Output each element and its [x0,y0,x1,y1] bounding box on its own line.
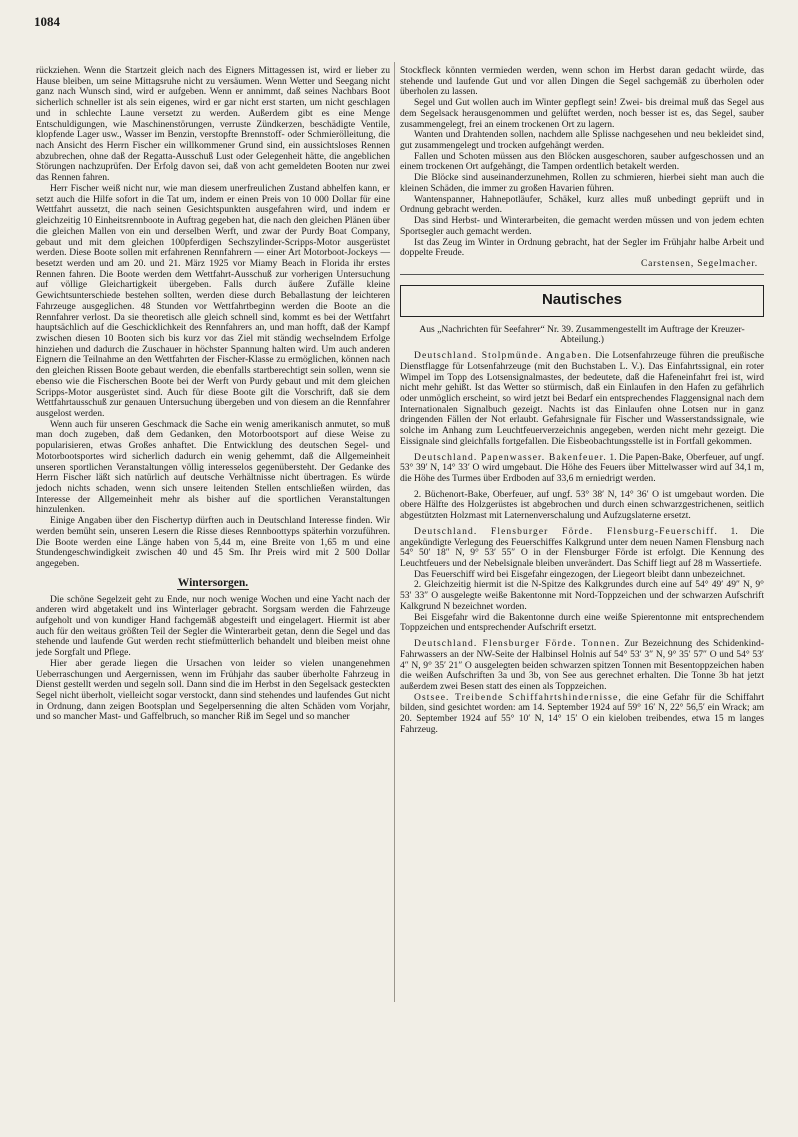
right-column [400,66,764,736]
notice-heading: Ostsee. Treibende Schiffahrtshindernisse, [414,691,622,703]
paragraph: Wantenspanner, Hahnepotläufer, Schäkel, kurz alles muß unbedingt geprüft und in Ordnung gebracht werden. [400,193,764,216]
notice-paragraph [400,453,764,485]
paragraph: Fallen und Schoten müssen aus den Blöcken ausgeschoren, sauber aufgeschossen und an einem trockenen Ort aufgehängt, die Tampen ordentlich betakelt werden. [400,150,764,173]
notice-text: 2. Gleichzeitig hiermit ist die N-Spitze des Kalkgrundes durch eine auf 54° 49′ 49″ N, 9° 53′ 33″ O ausgelegte weiße Bakentonne mit Nord-Toppzeichen und der schwarzen Aufschrift Kalkgrund N bezeichnet worden. [400,579,764,612]
section-title: Nautisches [541,291,623,309]
column-divider [394,62,395,1002]
notice-text: Bei Eisgefahr wird die Bakentonne durch eine weiße Spierentonne mit entsprechendem Toppzeichen und entsprechender Aufschrift ersetzt. [400,611,764,634]
notice-paragraph [400,580,764,612]
notice-paragraph [400,351,764,447]
notice-text: 1. Die Papen-Bake, Oberfeuer, auf ungf. 53° 39′ N, 14° 33′ O wird umgebaut. Die Höhe des Feuers über Mittelwasser wird auf 34,1 m, die Höhe des Turmes über Erdboden auf 33,6 m erniedrigt werden. [400,451,764,484]
notice-paragraph [400,613,764,634]
heading-text: Wintersorgen. [177,576,249,589]
notice-text: 1. Die angekündigte Verlegung des Feuerschiffes Kalkgrund unter dem neuen Namen Flensburg nach 54° 50′ 18″ N, 9° 53′ 55″ O in der Flensburger Förde ist erfolgt. Die Kennung des Leuchtfeuers und der Nebelsignale bleiben unverändert. Das Schiff liegt auf 28 m Wassertiefe. [400,525,765,570]
paragraph: Stockfleck könnten vermieden werden, wenn schon im Herbst daran gedacht würde, das stehende und laufende Gut und vor allen Dingen die Segel sachgemäß zu überholen oder überholen zu lassen. [400,65,764,98]
author-signature: Carstensen, Segelmacher. [640,257,758,269]
paragraph: Die schöne Segelzeit geht zu Ende, nur noch wenige Wochen und eine Yacht nach der anderen wird abgetakelt und ins Winterlager gebracht. Sorgsam werden die Fahrzeuge aufgeholt und von kundiger Hand fachgemäß abgesteift und eingelagert. Hiermit ist aber auch für den weitaus größten Teil der Segler die Winterarbeit getan, denn die Segel und das stehende und laufende Gut werden recht stiefmütterlich behandelt und bleiben meist ohne jede Sorgfalt und Pflege. [36,593,390,659]
paragraph: Die Blöcke sind auseinanderzunehmen, Rollen zu schmieren, hierbei sieht man auch die kleinen Schäden, die immer zu großen Havarien führen. [400,172,764,194]
notice-heading: Deutschland. Flensburger Förde. Flensburg-Feuerschiff. [414,525,719,537]
notice-text: Das Feuerschiff wird bei Eisgefahr eingezogen, der Liegeort bleibt dann unbezeichnet. [414,568,746,580]
paragraph: Ist das Zeug im Winter in Ordnung gebracht, hat der Segler im Frühjahr halbe Arbeit und doppelte Freude. [400,236,764,259]
section-title-box [400,285,764,317]
notice-paragraph [400,490,764,522]
notice-text: 2. Büchenort-Bake, Oberfeuer, auf ungf. 53° 38′ N, 14° 36′ O ist umgebaut worden. Die obere Hälfte des Holzgerüstes ist abgebrochen und durch einen schwarzgestrichenen, seitlich abgestützten Holzmast mit Laternenverschalung und Aufzugslaterne ersetzt. [400,488,764,522]
paragraph: Das sind Herbst- und Winterarbeiten, die gemacht werden müssen und von jedem echten Sportsegler auch gemacht werden. [400,215,764,237]
section-separator [400,274,764,275]
paragraph: Herr Fischer weiß nicht nur, wie man diesem unerfreulichen Zustand abhelfen kann, er setzt auch die Hilfe sofort in die Tat um, indem er einen Preis von 10 000 Dollar für eine Wettfahrt aussetzt, die nach seinen Gesichtspunkten ausgefahren wird, und indem er gleichzeitig 10 Einheitsrennboote in Auftrag gegeben hat, die nach den gleichen Plänen über die gleichen Mallen von ein und derselben Werft, und zwar der Purdy Boat Company, gebaut und mit dem gleichen 100pferdigen Sechszylinder-Scripps-Motor ausgerüstet werden. Diese Boote sollen mit erfahrenen Rennfahrern — einer Art Motorboot-Jockeys — besetzt werden und am 20. und 21. März 1925 vor Miamy Beach in Florida ihr erstes Rennen fahren. Die Boote werden dem Wettfahrt-Ausschuß zur vorherigen Untersuchung auf völlige Gleichartigkeit übergeben. Falls durch äußere Zufälle kleine Gewichtsunterschiede bestehen sollten, werden diese durch Beballastung der leichteren Fahrzeuge ausgeglichen. 48 Stunden vor Wettfahrtbeginn werden die Boote an die Rennfahrer verlost. Da sie theoretisch alle gleich schnell sind, kommt es bei der Wettfahrt hauptsächlich auf die Geschicklichkeit des Rennfahrers an, und man hofft, daß der Kampf zwischen diesen 10 Booten sich bis kurz vor das Ziel mit ständig wechselndem Erfolge hinziehen und dadurch die Zuschauer in höchster Spannung halten wird. Um auch anderen Eignern die Teilnahme an den Wettfahrten der Fischer-Klasse zu ermöglichen, können nach den gleichen Rissen Boote gebaut werden, die ebenfalls startberechtigt sein sollen, wenn sie ebenso wie die Fischerschen Boote bei der Werft von Purdy gebaut und mit dem gleichen Scripps-Motor ausgerüstet sind. Auch für diese Boote gilt die Vorschrift, daß sie dem Wettfahrtausschuß zur genauen Untersuchung übergeben und von diesem an die Rennfahrer ausgelost werden. [36,182,390,419]
source-note: Aus „Nachrichten für Seefahrer“ Nr. 39. Zusammengestellt im Auftrage der Kreuzer-Abteilung.) [419,323,745,346]
paragraph: Wanten und Drahtenden sollen, nachdem alle Splisse nachgesehen und neu bekleidet sind, gut zusammengelegt und trocken aufgehängt werden. [400,129,764,152]
paragraph: rückziehen. Wenn die Startzeit gleich nach des Eigners Mittagessen ist, wird er lieber zu Hause bleiben, um seine Mittagsruhe nicht zu versäumen. Wenn Wetter und Seegang nicht ganz nach Wunsch sind, wird er aufgeben. Wenn er annimmt, daß seines Nachbars Boot sicherlich schneller ist als sein eigenes, wird er gar nicht erst starten, um nicht geschlagen und in schlechte Laune versetzt zu werden. Außerdem gibt es eine Menge Entschuldigungen, wie Maschinenstörungen, verruste Zündkerzen, beschädigte Ventile, klopfende Lager usw., Wasser im Benzin, verstopfte Brennstoff- oder Schmierölleitung, die nach Ansicht des Herrn Fischer ein willkommener Grund sind, ein aussichtsloses Rennen abzubrechen, ohne daß der Regatta-Ausschuß Lust oder Gelegenheit hätte, die angeblichen Störungen nachzuprüfen. Der Erfolg davon sei, daß von acht gemeldeten Booten nur zwei das Rennen fahren. [36,65,390,184]
notice-heading: Deutschland. Papenwasser. Bakenfeuer. [414,451,607,463]
paragraph: Hier aber gerade liegen die Ursachen von leider so vielen unangenehmen Ueberraschungen und Aergernissen, wenn im Frühjahr das sauber überholte Fahrzeug in Dienst gestellt werden und segeln soll. Dann sind die im Herbst in den Segelsack gesteckten Segel nicht überholt, vielleicht sogar verstockt, dann sind stehendes und laufendes Gut nicht in Ordnung, dann zeigen Bootsplan und Segelpersenning die alten Schäden vom Vorjahr, und so mancher Mast- und Gaffelbruch, so mancher Riß im Segel und so mancher [36,657,390,723]
notice-paragraph [400,693,764,736]
paragraph: Segel und Gut wollen auch im Winter gepflegt sein! Zwei- bis dreimal muß das Segel aus dem Segelsack herausgenommen und gelüftet werden, noch besser ist es, das Segel, sauber zusammengelegt, frei an einem trockenen Ort zu lagern. [400,97,764,130]
notice-paragraph [400,639,764,693]
notice-paragraph [400,527,764,570]
notice-text: Zur Bezeichnung des Schidenkind-Fahrwassers an der NW-Seite der Halbinsel Holnis auf 54° 53′ 3″ N, 9° 35′ 57″ O und 54° 53′ 4″ N, 9° 35′ 21″ O ausgelegten beiden schwarzen spitzen Tonnen mit Besentoppzeichen haben die weißen Aufschriften 3a und 3b, von See aus gerechnet erhalten. Die Tonne 3b hat jetzt außerdem zwei Besen statt des einen als Toppzeichen. [400,638,765,692]
notice-heading: Deutschland. Flensburger Förde. Tonnen. [414,638,621,650]
section-heading-wintersorgen [36,578,390,589]
paragraph: Einige Angaben über den Fischertyp dürften auch in Deutschland Interesse finden. Wir werden bemüht sein, unseren Lesern die Risse dieses Rennboottyps späterhin vorzuführen. Die Boote werden eine Länge haben von 5,44 m, eine Breite von 1,65 m und eine Stundengeschwindigkeit zwischen 40 und 45 Sm. Ihr Preis wird mit 2 500 Dollar angegeben. [36,515,390,570]
notice-heading: Deutschland. Stolpmünde. Angaben. [414,350,592,362]
notice-text: die eine Gefahr für die Schiffahrt bilden, sind gesichtet worden: am 14. September 1924 auf 59° 16′ N, 22° 56,5′ ein Wrack; am 20. September 1924 auf 55° 10′ N, 14° 15′ O ein kieloben treibendes, etwa 15 m langes Fahrzeug. [400,691,764,735]
left-column [36,66,390,723]
paragraph: Wenn auch für unseren Geschmack die Sache ein wenig amerikanisch anmutet, so muß man doch zugeben, daß dem Gedanken, den Motorbootsport auf diese Weise zu popularisieren, etwas Großes anhaftet. Die Entwicklung des deutschen Segel- und Motorbootsportes wird sicherlich dadurch ein wenig gehemmt, daß die Allgemeinheit unseren sportlichen Veranstaltungen völlig interesselos gegenübersteht. Der Gedanke des Herrn Fischer läßt sich natürlich auf deutsche Verhältnisse nicht übertragen. Es würde jedoch nichts schaden, wenn sich unsere leitenden Stellen entschließen würden, das Interesse der Allgemeinheit mehr als bisher auf die sportlichen Veranstaltungen hinzulenken. [36,418,390,516]
page-number: 1084 [34,14,60,29]
notice-text: Die Lotsenfahrzeuge führen die preußische Dienstflagge für Lotsenfahrzeuge (mit den Buchstaben L. V.). Das Einfahrtssignal, ein roter Wimpel im Topp des Lotsensignalmastes, der bedeutete, daß die Hafeneinfahrt frei ist, wird nicht mehr gehißt. Ist das Wetter so stürmisch, daß ein Einlaufen in den Hafen zu gefährlich oder unmöglich erscheint, so wird jetzt bei Bedarf ein entsprechendes Flaggensignal nach dem Internationalen Signalbuch gezeigt. Nachts ist das Einlaufen ohne Lotsen nur in ganz dringenden Fällen der Not erlaubt. Gefahrsignale für Fischer und Wasserstandssignale, wie solche im Anhang zum Leuchtfeuerverzeichnis angegeben, werden nicht mehr gezeigt. Die Eissignale sind gleichfalls fortgefallen. Die Eisbeobachtungsstelle ist in Fortfall gekommen. [400,350,764,447]
